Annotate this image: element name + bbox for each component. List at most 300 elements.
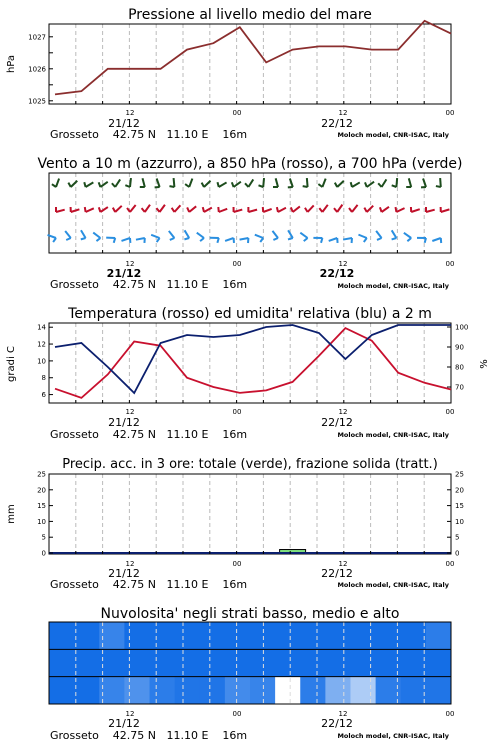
wind-barb-shaft — [100, 182, 107, 187]
wind-barb-flag — [288, 238, 293, 239]
precipitation-y-ticks-right — [447, 471, 464, 558]
wind-barb-shaft — [278, 208, 286, 212]
wind-barb-shaft — [86, 208, 94, 212]
wind-barb-flag — [52, 184, 56, 187]
wind-barb-shaft — [185, 230, 190, 238]
wind-barb-flag — [200, 238, 204, 241]
wind-barb-flag — [232, 182, 234, 187]
wind-barb-700hpa — [351, 182, 360, 187]
wind-barb-flag — [334, 208, 337, 212]
wind-barb-flag — [304, 238, 308, 241]
time-tick-label-00a: 00 — [233, 710, 242, 718]
cloud-cell — [74, 649, 100, 676]
wind-barb-10m — [184, 230, 189, 239]
wind-barb-shaft — [136, 238, 145, 240]
wind-barb-shaft — [263, 209, 271, 212]
wind-barb-shaft — [121, 238, 130, 241]
date-label-2: 22/12 — [321, 117, 353, 130]
time-tick-label-12a: 12 — [126, 109, 135, 117]
wind-barb-10m — [93, 233, 100, 242]
wind-barb-flag — [245, 183, 248, 187]
wind-barb-700hpa — [112, 179, 120, 187]
wind-barb-700hpa — [125, 178, 131, 187]
wind-barb-10m — [358, 235, 366, 242]
time-tick-label-12a: 12 — [126, 710, 135, 718]
wind-barb-850hpa — [71, 207, 80, 212]
wind-barbs — [48, 178, 450, 243]
cloud-cell — [150, 622, 176, 649]
cloud-cell — [250, 649, 276, 676]
precipitation-grid — [76, 474, 451, 553]
wind-barb-flag — [217, 182, 218, 187]
time-tick-label-00b: 00 — [446, 560, 455, 568]
wind-barb-shaft — [290, 178, 293, 187]
date-label-1: 21/12 — [108, 567, 140, 580]
cloud-cell — [401, 622, 427, 649]
wind-barb-shaft — [174, 205, 180, 212]
wind-barb-850hpa — [334, 205, 342, 212]
y-tick-label-right: 70 — [455, 384, 464, 392]
y-tick-label: 8 — [42, 374, 46, 382]
cloud-cell — [150, 649, 176, 676]
date-label-1: 21/12 — [108, 717, 140, 730]
wind-barb-shaft — [432, 238, 440, 241]
y-tick-label-right: 0 — [455, 550, 459, 558]
station-info: Grosseto 42.75 N 11.10 E 16m — [50, 278, 247, 291]
humidity-y-label: % — [479, 359, 490, 369]
wind-barb-flag — [81, 238, 86, 239]
y-tick-label-right: 100 — [455, 324, 468, 332]
wind-barb-850hpa — [56, 207, 65, 212]
cloud-cell — [325, 649, 351, 676]
wind-barb-shaft — [234, 210, 243, 212]
cloud-cell — [300, 622, 326, 649]
wind-barb-850hpa — [441, 207, 450, 212]
time-tick-label-00b: 00 — [446, 260, 455, 268]
wind-barb-shaft — [115, 179, 120, 187]
cloud-panel — [49, 606, 454, 742]
wind-barb-10m — [197, 233, 204, 241]
wind-barb-flag — [84, 182, 85, 187]
wind-barb-850hpa — [263, 207, 272, 212]
cloud-cell — [49, 677, 75, 704]
cloud-cell — [124, 649, 150, 676]
wind-barb-shaft — [240, 238, 249, 240]
y-tick-label: 6 — [42, 391, 47, 399]
cloud-cell — [225, 677, 251, 704]
time-tick-label-12a: 12 — [126, 408, 135, 416]
cloud-cell — [275, 622, 301, 649]
wind-barb-shaft — [56, 210, 65, 212]
cloud-cell — [74, 677, 100, 704]
time-tick-label-12b: 12 — [339, 109, 348, 117]
date-label-1: 21/12 — [108, 117, 140, 130]
pressure-title: Pressione al livello medio del mare — [128, 7, 372, 23]
wind-barb-shaft — [329, 238, 337, 241]
wind-barb-shaft — [204, 208, 212, 212]
wind-barb-flag — [396, 207, 397, 212]
wind-barb-flag — [68, 183, 70, 187]
wind-barb-850hpa — [426, 207, 435, 212]
cloud-cell — [300, 677, 326, 704]
wind-title: Vento a 10 m (azzurro), a 850 hPa (rosso), a 700 hPa (verde) — [37, 156, 462, 172]
wind-barb-10m — [240, 238, 249, 243]
date-label-2: 22/12 — [320, 267, 355, 280]
wind-barb-shaft — [157, 179, 160, 187]
temperature-title: Temperatura (rosso) ed umidita' relativa (blu) a 2 m — [67, 306, 432, 322]
y-tick-label: 10 — [37, 518, 46, 526]
wind-barb-10m — [417, 238, 426, 243]
wind-barb-flag — [203, 207, 204, 212]
date-label-1: 21/12 — [107, 267, 142, 280]
wind-barb-flag — [184, 238, 189, 239]
wind-barb-700hpa — [335, 181, 344, 187]
y-tick-label: 20 — [37, 486, 46, 494]
cloud-cell — [150, 677, 176, 704]
wind-barb-shaft — [255, 235, 263, 238]
wind-barb-shaft — [86, 182, 94, 187]
wind-barb-shaft — [142, 178, 144, 187]
wind-barb-850hpa — [319, 205, 327, 212]
wind-barb-850hpa — [203, 207, 212, 212]
wind-barb-shaft — [93, 233, 100, 238]
wind-barb-700hpa — [421, 178, 426, 187]
cloud-cell — [275, 649, 301, 676]
wind-barb-700hpa — [155, 179, 160, 188]
time-tick-label-00a: 00 — [233, 560, 242, 568]
wind-barb-700hpa — [318, 179, 325, 187]
wind-barb-flag — [365, 182, 367, 187]
time-tick-label-00a: 00 — [233, 109, 242, 117]
y-tick-label-right: 15 — [455, 502, 464, 510]
date-label-1: 21/12 — [108, 416, 140, 429]
pressure-grid — [76, 24, 451, 104]
wind-barb-flag — [364, 208, 366, 212]
wind-barb-shaft — [189, 206, 196, 212]
wind-barb-flag — [318, 184, 322, 187]
wind-barb-10m — [376, 231, 381, 240]
wind-barb-850hpa — [113, 206, 122, 212]
wind-barb-flag — [380, 207, 382, 212]
wind-barb-shaft — [130, 178, 131, 187]
wind-barb-700hpa — [99, 182, 108, 187]
time-tick-label-12a: 12 — [126, 560, 135, 568]
wind-barb-shaft — [423, 178, 426, 187]
station-info: Grosseto 42.75 N 11.10 E 16m — [50, 428, 247, 441]
wind-barb-flag — [364, 238, 367, 242]
wind-barb-shaft — [382, 207, 389, 212]
wind-barb-700hpa — [169, 178, 174, 187]
wind-barb-shaft — [409, 178, 411, 187]
wind-barb-shaft — [300, 233, 307, 238]
cloud-cell — [200, 677, 226, 704]
wind-barb-shaft — [392, 230, 397, 238]
wind-barb-flag — [85, 207, 86, 212]
wind-barb-850hpa — [85, 207, 94, 212]
time-tick-label-12a: 12 — [126, 260, 135, 268]
wind-barb-700hpa — [406, 178, 411, 187]
wind-barb-shaft — [276, 178, 278, 187]
y-tick-label-right: 5 — [455, 534, 459, 542]
wind-barb-700hpa — [84, 182, 93, 187]
y-tick-label: 1025 — [28, 97, 46, 105]
y-tick-label-right: 25 — [455, 471, 464, 479]
wind-barb-700hpa — [365, 182, 374, 187]
precipitation-y-ticks — [37, 471, 53, 558]
wind-barb-10m — [404, 233, 411, 241]
wind-barb-700hpa — [52, 179, 59, 187]
wind-barb-flag — [157, 238, 160, 242]
wind-barb-shaft — [197, 233, 204, 238]
wind-barb-shaft — [234, 182, 241, 187]
time-tick-label-12b: 12 — [339, 710, 348, 718]
wind-barb-flag — [96, 238, 100, 241]
wind-barb-10m — [432, 238, 441, 243]
wind-barb-flag — [114, 238, 115, 243]
y-tick-label-right: 10 — [455, 518, 464, 526]
wind-barb-shaft — [396, 178, 397, 187]
wind-barb-flag — [392, 238, 397, 239]
wind-barb-flag — [169, 186, 174, 187]
wind-barb-flag — [112, 183, 115, 187]
wind-barb-10m — [343, 238, 352, 243]
wind-barb-shaft — [337, 181, 344, 187]
station-info: Grosseto 42.75 N 11.10 E 16m — [50, 128, 247, 141]
time-tick-label-12b: 12 — [339, 408, 348, 416]
time-tick-label-00b: 00 — [446, 109, 455, 117]
wind-barb-flag — [407, 238, 411, 241]
wind-barb-flag — [66, 238, 71, 240]
cloud-cell — [325, 622, 351, 649]
cloud-cell — [175, 649, 201, 676]
wind-barb-shaft — [322, 179, 325, 187]
wind-barb-shaft — [404, 233, 411, 238]
wind-barb-shaft — [263, 178, 264, 187]
wind-barb-850hpa — [156, 205, 164, 212]
cloud-cell — [200, 622, 226, 649]
wind-barb-850hpa — [291, 206, 300, 212]
y-tick-label: 15 — [37, 502, 46, 510]
precipitation-plot-frame — [49, 474, 451, 554]
wind-barb-shaft — [337, 205, 342, 212]
y-tick-label-right: 80 — [455, 364, 464, 372]
y-tick-label: 12 — [37, 341, 46, 349]
model-credit: Moloch model, CNR-ISAC, Italy — [337, 431, 449, 439]
wind-barb-shaft — [100, 207, 107, 212]
wind-barb-shaft — [160, 205, 165, 212]
wind-barb-flag — [377, 238, 382, 240]
wind-barb-700hpa — [392, 178, 397, 187]
cloud-cell — [250, 677, 276, 704]
wind-barb-shaft — [426, 210, 435, 212]
cloud-cell — [325, 677, 351, 704]
wind-barb-10m — [106, 238, 115, 243]
cloud-title: Nuvolosita' negli strati basso, medio e alto — [101, 606, 400, 622]
date-label-2: 22/12 — [321, 717, 353, 730]
wind-barb-shaft — [65, 231, 71, 238]
date-label-2: 22/12 — [321, 567, 353, 580]
wind-barb-10m — [392, 230, 397, 239]
wind-barb-850hpa — [127, 205, 136, 212]
humidity-y-ticks — [447, 324, 468, 392]
time-tick-label-00a: 00 — [233, 408, 242, 416]
wind-barb-flag — [291, 207, 293, 212]
wind-barb-700hpa — [202, 181, 211, 187]
wind-barb-flag — [351, 182, 352, 187]
wind-barb-shaft — [307, 178, 308, 187]
wind-barb-850hpa — [234, 207, 243, 212]
wind-barb-850hpa — [411, 207, 420, 212]
wind-panel — [37, 156, 462, 291]
wind-barb-flag — [187, 207, 189, 212]
wind-barb-shaft — [411, 209, 420, 212]
wind-barb-10m — [81, 230, 86, 239]
wind-barb-shaft — [272, 231, 278, 238]
cloud-cell — [351, 649, 377, 676]
wind-barb-850hpa — [364, 206, 373, 212]
wind-barb-10m — [136, 238, 145, 243]
cloud-cell — [124, 677, 150, 704]
wind-barb-850hpa — [187, 206, 196, 212]
wind-barb-flag — [142, 208, 145, 212]
wind-barb-10m — [225, 238, 234, 243]
cloud-cell — [74, 622, 100, 649]
wind-barb-shaft — [352, 205, 358, 212]
wind-barb-10m — [300, 233, 307, 241]
humidity-line — [55, 325, 451, 393]
wind-barb-shaft — [352, 182, 360, 187]
wind-barb-10m — [65, 231, 71, 240]
y-tick-label: 1026 — [28, 65, 46, 73]
wind-barb-850hpa — [277, 207, 286, 212]
wind-barb-shaft — [358, 235, 366, 238]
cloud-cell — [275, 677, 301, 704]
cloud-cell — [401, 649, 427, 676]
wind-barb-flag — [277, 207, 278, 212]
wind-barb-shaft — [115, 206, 122, 212]
wind-barb-flag — [335, 183, 337, 187]
cloud-cell — [225, 622, 251, 649]
wind-barb-flag — [273, 238, 278, 240]
wind-barb-10m — [121, 238, 130, 243]
wind-barb-shaft — [151, 235, 159, 238]
cloud-cell — [351, 677, 377, 704]
temperature-panel — [6, 306, 490, 441]
time-tick-label-12b: 12 — [339, 560, 348, 568]
wind-barb-flag — [303, 186, 308, 187]
cloud-cell — [351, 622, 377, 649]
wind-barb-flag — [349, 208, 352, 212]
wind-barb-flag — [113, 208, 115, 212]
wind-barb-850hpa — [380, 207, 389, 212]
cloud-heatmap — [49, 622, 452, 704]
temperature-line — [55, 328, 451, 398]
wind-barb-flag — [305, 208, 308, 212]
wind-barb-flag — [321, 238, 322, 243]
cloud-cell — [225, 649, 251, 676]
pressure-y-label: hPa — [6, 55, 17, 73]
cloud-cell — [49, 649, 75, 676]
y-tick-label: 25 — [37, 471, 46, 479]
wind-barb-shaft — [376, 231, 381, 238]
wind-barb-shaft — [308, 205, 314, 212]
wind-barb-flag — [99, 207, 101, 212]
cloud-cell — [426, 649, 452, 676]
y-tick-label: 1027 — [28, 33, 46, 41]
precipitation-panel — [6, 457, 464, 591]
y-tick-label: 14 — [37, 324, 46, 332]
station-info: Grosseto 42.75 N 11.10 E 16m — [50, 729, 247, 742]
wind-barb-flag — [185, 184, 189, 187]
wind-barb-shaft — [81, 230, 86, 238]
wind-barb-shaft — [440, 178, 441, 187]
wind-barb-shaft — [343, 238, 352, 240]
wind-barb-flag — [378, 183, 381, 187]
wind-barb-10m — [210, 238, 219, 243]
wind-barb-flag — [99, 182, 101, 187]
wind-barb-shaft — [130, 205, 136, 212]
wind-barb-10m — [272, 231, 278, 240]
wind-barb-700hpa — [217, 182, 226, 187]
wind-barb-shaft — [248, 210, 257, 212]
wind-barb-700hpa — [259, 178, 265, 187]
wind-barb-700hpa — [245, 179, 253, 187]
cloud-cell — [426, 622, 452, 649]
wind-barb-700hpa — [140, 178, 145, 187]
wind-barb-850hpa — [172, 205, 181, 212]
pressure-line — [55, 21, 451, 95]
wind-barb-10m — [329, 238, 338, 243]
wind-barb-850hpa — [218, 207, 227, 212]
wind-barb-flag — [53, 238, 56, 242]
wind-barb-850hpa — [349, 205, 358, 212]
wind-barb-flag — [425, 238, 426, 243]
y-tick-label-right: 20 — [455, 486, 464, 494]
cloud-cell — [175, 622, 201, 649]
y-tick-label: 0 — [42, 550, 46, 558]
model-credit: Moloch model, CNR-ISAC, Italy — [337, 732, 449, 740]
wind-barb-shaft — [145, 205, 150, 212]
date-label-2: 22/12 — [321, 416, 353, 429]
wind-barb-shaft — [219, 182, 227, 187]
wind-barb-850hpa — [248, 207, 257, 212]
cloud-cell — [200, 649, 226, 676]
wind-barb-700hpa — [378, 179, 386, 187]
wind-barb-shaft — [225, 238, 233, 241]
time-tick-label-00a: 00 — [233, 260, 242, 268]
time-tick-label-00b: 00 — [446, 710, 455, 718]
wind-barb-flag — [156, 208, 159, 212]
temperature-y-label: gradi C — [6, 346, 17, 382]
station-info: Grosseto 42.75 N 11.10 E 16m — [50, 578, 247, 591]
wind-barb-850hpa — [396, 207, 405, 212]
cloud-cell — [49, 622, 75, 649]
wind-barb-flag — [260, 238, 263, 242]
model-credit: Moloch model, CNR-ISAC, Italy — [337, 131, 449, 139]
cloud-cell — [250, 622, 276, 649]
wind-barb-shaft — [248, 179, 253, 187]
wind-barb-shaft — [174, 178, 175, 187]
wind-barb-700hpa — [303, 178, 308, 187]
pressure-panel — [6, 7, 454, 141]
temperature-y-ticks — [37, 324, 53, 399]
time-tick-label-00b: 00 — [446, 408, 455, 416]
precipitation-title: Precip. acc. in 3 ore: totale (verde), frazione solida (tratt.) — [62, 457, 438, 472]
wind-barb-flag — [217, 238, 218, 243]
wind-barb-flag — [172, 208, 175, 212]
model-credit: Moloch model, CNR-ISAC, Italy — [337, 581, 449, 589]
wind-barb-700hpa — [185, 179, 192, 187]
